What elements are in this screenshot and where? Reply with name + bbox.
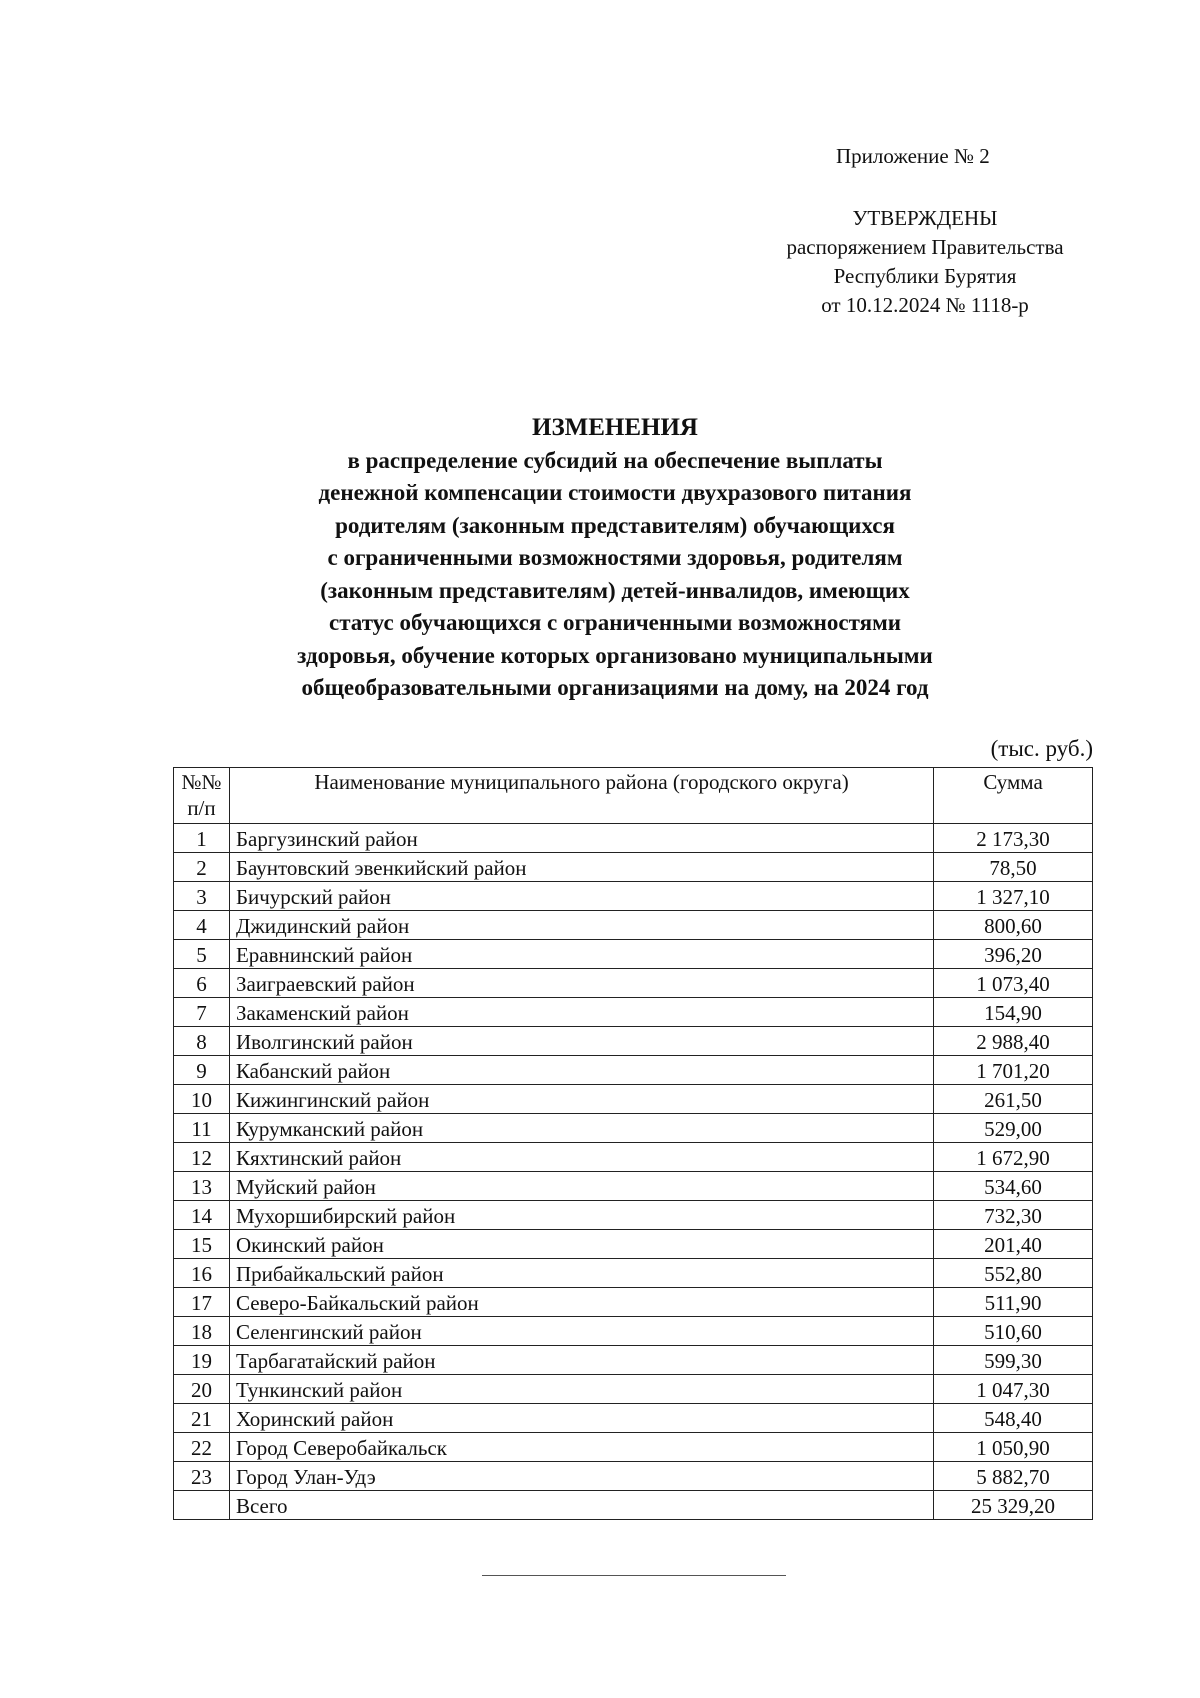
row-number: 8 [174, 1027, 230, 1056]
total-number [174, 1491, 230, 1520]
row-sum: 396,20 [934, 940, 1093, 969]
row-sum: 1 327,10 [934, 882, 1093, 911]
table-total-row [174, 1491, 1093, 1520]
table-row [174, 1288, 1093, 1317]
row-sum: 1 047,30 [934, 1375, 1093, 1404]
row-number: 3 [174, 882, 230, 911]
row-number: 21 [174, 1404, 230, 1433]
title-line: родителям (законным представителям) обучающихся [335, 512, 895, 538]
row-district: Джидинский район [229, 911, 933, 940]
row-number: 11 [174, 1114, 230, 1143]
table-row [174, 824, 1093, 853]
row-number: 14 [174, 1201, 230, 1230]
table-row [174, 1346, 1093, 1375]
row-district: Кабанский район [229, 1056, 933, 1085]
table-row [174, 1027, 1093, 1056]
row-sum: 599,30 [934, 1346, 1093, 1375]
row-district: Иволгинский район [229, 1027, 933, 1056]
row-district: Кяхтинский район [229, 1143, 933, 1172]
total-sum: 25 329,20 [934, 1491, 1093, 1520]
row-sum: 529,00 [934, 1114, 1093, 1143]
table-row [174, 853, 1093, 882]
row-sum: 548,40 [934, 1404, 1093, 1433]
title-line: здоровья, обучение которых организовано муниципальными [297, 642, 933, 668]
table-row [174, 882, 1093, 911]
row-district: Бичурский район [229, 882, 933, 911]
footer-divider [482, 1575, 786, 1576]
row-sum: 154,90 [934, 998, 1093, 1027]
title-heading: ИЗМЕНЕНИЯ [532, 414, 698, 441]
row-number: 15 [174, 1230, 230, 1259]
row-sum: 2 173,30 [934, 824, 1093, 853]
approval-line: УТВЕРЖДЕНЫ [852, 206, 998, 230]
title-line: с ограниченными возможностями здоровья, родителям [327, 545, 903, 570]
row-district: Тункинский район [229, 1375, 933, 1404]
row-number: 20 [174, 1375, 230, 1404]
column-header-number-line1: №№ [181, 770, 222, 794]
column-header-name: Наименование муниципального района (городского округа) [229, 768, 933, 824]
row-district: Город Северобайкальск [229, 1433, 933, 1462]
table-row [174, 1201, 1093, 1230]
row-district: Прибайкальский район [229, 1259, 933, 1288]
title-line: в распределение субсидий на обеспечение выплаты [347, 447, 883, 473]
total-label: Всего [229, 1491, 933, 1520]
row-number: 16 [174, 1259, 230, 1288]
table-row [174, 940, 1093, 969]
approval-line: Республики Бурятия [833, 264, 1017, 288]
title-line: (законным представителям) детей-инвалидов, имеющих [320, 577, 910, 603]
row-district: Заиграевский район [229, 969, 933, 998]
row-district: Северо-Байкальский район [229, 1288, 933, 1317]
row-district: Закаменский район [229, 998, 933, 1027]
row-number: 5 [174, 940, 230, 969]
table-row [174, 1259, 1093, 1288]
approval-block [740, 204, 1110, 320]
row-district: Баунтовский эвенкийский район [229, 853, 933, 882]
table-header-row [174, 768, 1093, 824]
row-number: 2 [174, 853, 230, 882]
row-sum: 1 073,40 [934, 969, 1093, 998]
annex-label: Приложение № 2 [836, 144, 990, 168]
row-number: 6 [174, 969, 230, 998]
table-row [174, 998, 1093, 1027]
row-sum: 78,50 [934, 853, 1093, 882]
title-line: статус обучающихся с ограниченными возможностями [329, 610, 901, 635]
units-label: (тыс. руб.) [990, 736, 1093, 761]
row-sum: 800,60 [934, 911, 1093, 940]
row-district: Тарбагатайский район [229, 1346, 933, 1375]
table-row [174, 911, 1093, 940]
subsidy-table [173, 767, 1093, 1520]
row-district: Курумканский район [229, 1114, 933, 1143]
row-sum: 552,80 [934, 1259, 1093, 1288]
row-number: 12 [174, 1143, 230, 1172]
row-number: 10 [174, 1085, 230, 1114]
table-row [174, 1056, 1093, 1085]
row-number: 9 [174, 1056, 230, 1085]
row-sum: 2 988,40 [934, 1027, 1093, 1056]
row-district: Муйский район [229, 1172, 933, 1201]
row-sum: 261,50 [934, 1085, 1093, 1114]
column-header-number [174, 768, 230, 824]
table-row [174, 1114, 1093, 1143]
table-row [174, 1172, 1093, 1201]
table-row [174, 1230, 1093, 1259]
row-number: 22 [174, 1433, 230, 1462]
table-row [174, 1143, 1093, 1172]
row-sum: 511,90 [934, 1288, 1093, 1317]
row-district: Мухоршибирский район [229, 1201, 933, 1230]
row-district: Хоринский район [229, 1404, 933, 1433]
row-sum: 1 050,90 [934, 1433, 1093, 1462]
row-district: Баргузинский район [229, 824, 933, 853]
row-sum: 1 701,20 [934, 1056, 1093, 1085]
title-line: денежной компенсации стоимости двухразового питания [318, 480, 912, 505]
title-line: общеобразовательными организациями на дому, на 2024 год [301, 675, 929, 700]
row-number: 13 [174, 1172, 230, 1201]
row-district: Селенгинский район [229, 1317, 933, 1346]
table-row [174, 1085, 1093, 1114]
row-number: 23 [174, 1462, 230, 1491]
row-number: 1 [174, 824, 230, 853]
row-district: Город Улан-Удэ [229, 1462, 933, 1491]
row-number: 7 [174, 998, 230, 1027]
row-number: 4 [174, 911, 230, 940]
table-body [174, 824, 1093, 1520]
row-number: 19 [174, 1346, 230, 1375]
row-district: Кижингинский район [229, 1085, 933, 1114]
row-sum: 732,30 [934, 1201, 1093, 1230]
row-sum: 201,40 [934, 1230, 1093, 1259]
row-number: 18 [174, 1317, 230, 1346]
table-row [174, 969, 1093, 998]
column-header-number-line2: п/п [187, 796, 216, 820]
document-title [200, 412, 1030, 705]
table-row [174, 1462, 1093, 1491]
row-number: 17 [174, 1288, 230, 1317]
row-sum: 534,60 [934, 1172, 1093, 1201]
table-row [174, 1433, 1093, 1462]
row-district: Окинский район [229, 1230, 933, 1259]
approval-line: распоряжением Правительства [786, 235, 1064, 259]
row-district: Еравнинский район [229, 940, 933, 969]
table-row [174, 1317, 1093, 1346]
row-sum: 510,60 [934, 1317, 1093, 1346]
row-sum: 1 672,90 [934, 1143, 1093, 1172]
row-sum: 5 882,70 [934, 1462, 1093, 1491]
table-row [174, 1375, 1093, 1404]
approval-line: от 10.12.2024 № 1118-р [821, 293, 1029, 317]
column-header-sum: Сумма [934, 768, 1093, 824]
table-row [174, 1404, 1093, 1433]
